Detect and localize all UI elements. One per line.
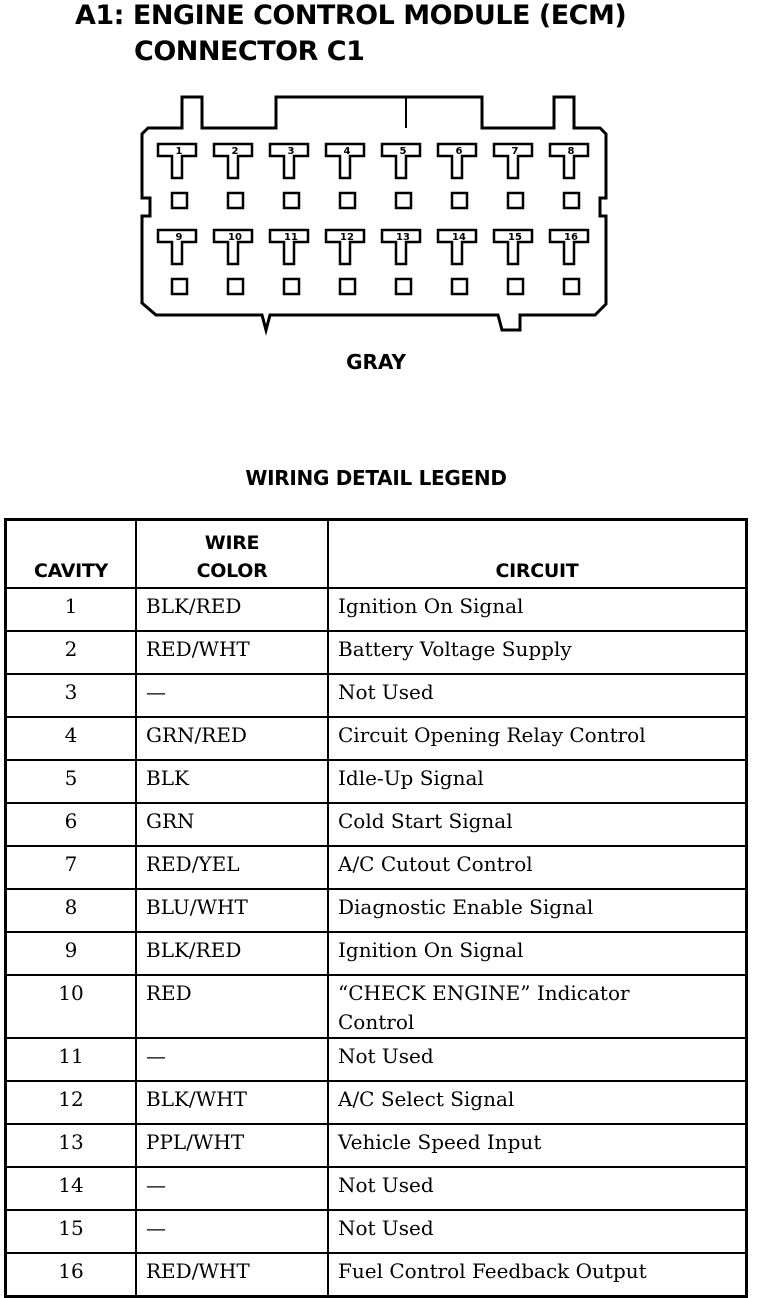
wire-color-cell: RED/WHT [136,1253,328,1297]
cavity-cell: 5 [6,760,137,803]
connector-outline [142,97,606,330]
pin-cavity-15 [494,230,532,294]
cavity-cell: 6 [6,803,137,846]
pin-number: 14 [452,232,466,243]
legend-body [6,588,747,1297]
pin-cavity-9 [158,230,196,294]
circuit-cell [328,975,747,1038]
table-row [6,932,747,975]
circuit-cell: Fuel Control Feedback Output [328,1253,747,1297]
table-header-row [6,520,747,589]
wire-color-cell: GRN/RED [136,717,328,760]
cavity-cell: 11 [6,1038,137,1081]
cavity-cell: 13 [6,1124,137,1167]
pin-number: 9 [175,232,183,243]
pin-number: 8 [567,146,575,157]
pin-cavity-5 [382,144,420,208]
circuit-cell: Battery Voltage Supply [328,631,747,674]
table-row [6,1081,747,1124]
table-row [6,846,747,889]
cavity-cell: 4 [6,717,137,760]
circuit-cell: A/C Cutout Control [328,846,747,889]
circuit-line-2: Control [338,1010,415,1034]
pin-cavity-7 [494,144,532,208]
pin-cavity-6 [438,144,476,208]
pin-number: 1 [175,146,183,157]
cavity-cell: 9 [6,932,137,975]
table-row [6,1210,747,1253]
header-cavity: CAVITY [6,520,137,589]
wire-color-cell: RED/WHT [136,631,328,674]
header-wire: WIRE [204,532,260,554]
cavity-cell: 1 [6,588,137,631]
connector-color-label: GRAY [346,350,406,374]
header-color: COLOR [196,560,268,582]
circuit-cell: Diagnostic Enable Signal [328,889,747,932]
pin-number: 10 [228,232,242,243]
wire-color-cell: BLK/WHT [136,1081,328,1124]
cavity-cell: 16 [6,1253,137,1297]
pin-cavity-10 [214,230,252,294]
table-row [6,631,747,674]
wire-color-cell: GRN [136,803,328,846]
table-row [6,1167,747,1210]
cavity-cell: 10 [6,975,137,1038]
circuit-cell: Vehicle Speed Input [328,1124,747,1167]
pin-number: 12 [340,232,354,243]
table-row [6,803,747,846]
pin-number: 7 [511,146,519,157]
pin-cavity-1 [158,144,196,208]
table-row [6,588,747,631]
pin-number: 6 [455,146,463,157]
circuit-cell: A/C Select Signal [328,1081,747,1124]
table-row [6,760,747,803]
header-wire-color [136,520,328,589]
wire-color-cell: — [136,674,328,717]
wiring-legend-table [4,518,748,1298]
cavity-cell: 7 [6,846,137,889]
pin-cavity-4 [326,144,364,208]
circuit-cell: Not Used [328,674,747,717]
wire-color-cell: — [136,1210,328,1253]
circuit-cell: Cold Start Signal [328,803,747,846]
circuit-cell: Not Used [328,1038,747,1081]
cavity-cell: 12 [6,1081,137,1124]
pin-cavity-11 [270,230,308,294]
wire-color-cell: — [136,1038,328,1081]
cavity-cell: 15 [6,1210,137,1253]
legend-title: WIRING DETAIL LEGEND [245,466,507,490]
wire-color-cell: BLU/WHT [136,889,328,932]
table-row [6,717,747,760]
wire-color-cell: BLK/RED [136,932,328,975]
wire-color-cell: PPL/WHT [136,1124,328,1167]
circuit-cell: Not Used [328,1210,747,1253]
cavity-cell: 3 [6,674,137,717]
pin-number: 5 [399,146,407,157]
table-row [6,889,747,932]
pin-number: 2 [231,146,239,157]
pin-row-1 [158,144,588,208]
pin-cavity-13 [382,230,420,294]
pin-number: 16 [564,232,578,243]
pin-number: 13 [396,232,410,243]
table-row [6,975,747,1038]
title-line-2: CONNECTOR C1 [134,36,365,67]
circuit-cell: Ignition On Signal [328,588,747,631]
pin-number: 3 [287,146,295,157]
wire-color-cell: BLK [136,760,328,803]
wire-color-cell: RED [136,975,328,1038]
pin-cavity-12 [326,230,364,294]
pin-cavity-3 [270,144,308,208]
table-row [6,1124,747,1167]
table-row [6,674,747,717]
cavity-cell: 8 [6,889,137,932]
pin-number: 4 [343,146,351,157]
pin-cavity-2 [214,144,252,208]
table-row [6,1038,747,1081]
page-title [75,0,626,70]
cavity-cell: 2 [6,631,137,674]
pin-cavity-14 [438,230,476,294]
wire-color-cell: BLK/RED [136,588,328,631]
connector-diagram [0,90,768,340]
circuit-line-1: “CHECK ENGINE” Indicator [338,981,630,1005]
header-circuit: CIRCUIT [328,520,747,589]
circuit-cell: Not Used [328,1167,747,1210]
cavity-cell: 14 [6,1167,137,1210]
title-line-1: A1: ENGINE CONTROL MODULE (ECM) [75,0,627,31]
wire-color-cell: RED/YEL [136,846,328,889]
circuit-cell: Circuit Opening Relay Control [328,717,747,760]
wire-color-cell: — [136,1167,328,1210]
pin-cavity-8 [550,144,588,208]
circuit-cell: Ignition On Signal [328,932,747,975]
pin-cavity-16 [550,230,588,294]
pin-number: 15 [508,232,522,243]
pin-number: 11 [284,232,298,243]
pin-row-2 [158,230,588,294]
circuit-cell: Idle-Up Signal [328,760,747,803]
